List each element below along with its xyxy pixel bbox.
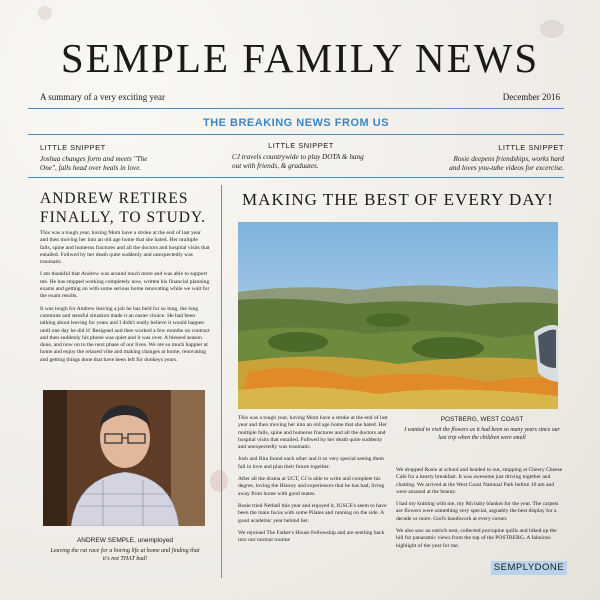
snippet [232, 141, 370, 171]
caption-title: ANDREW SEMPLE, unemployed [76, 537, 174, 544]
paragraph: Rosie tried Netball this year and enjoyed it, IGSCE's seem to have been the main focus with some Pilates and running on the side. A good academic year behind her. [238, 502, 387, 524]
snippet-heading: LITTLE SNIPPET [498, 143, 564, 152]
paragraph: Josh and Rita found each other and it so very special seeing them fall in love and plan their future together. [238, 456, 385, 470]
top-rule [28, 108, 564, 109]
column-divider [221, 185, 222, 578]
paragraph: After all the drama at UCT, CJ is able to write and complete his degree, loving the History and experiences that he has had, living away from home with good mates. [238, 476, 385, 497]
right-article-col1 [238, 415, 390, 549]
paragraph: We also saw an ostrich nest, collected porcupine quills and hiked up the hill for panaramic views from the top of the POSTBERG. A fabulous highlight of the year for me. [396, 528, 557, 549]
masthead-tagline: A summary of a very exciting year [40, 92, 165, 102]
photo-caption [50, 537, 200, 563]
landscape-photo [238, 222, 558, 409]
snippet-rule [28, 177, 564, 178]
right-article-col2 [396, 467, 564, 555]
snippet [40, 143, 158, 173]
caption-text: Leaving the rat race for a boring life at home and finding that it's not THAT bad! [50, 548, 200, 562]
snippet-text: Rosie deepens friendships, works hard and loves you-tube videos for excercise. [449, 155, 564, 172]
paragraph: It was tough for Andrew leaving a job he has held for so long, the long commute and stessful situation made it an easier choice. He had been talking about leaving for years and I didn't really believe it would happen until one day he did it! Resigned and then worked a few months on contract and then suddenly his phone was quiet and it was over. A blessed season done, and now on to the next phase of our lives. We are so much happier at home and enjoy the relaxed vibe and making changes at home, renovating and getting things done that have been left for donkeys years. [40, 305, 210, 363]
paragraph: I had my knitting with me, my 8th baby blanket for the year. The carpets are flowers were something very special, arguably the best display for a decade or more. God's handiwork at every corner. [396, 501, 559, 522]
breaking-news-label: THE BREAKING NEWS FROM US [202, 117, 390, 129]
paragraph: We rejoined The Father's House Fellowship and are seetling back into our normal routine [238, 529, 385, 544]
paint-splatter [210, 470, 228, 492]
left-headline: ANDREW RETIRES FINALLY, TO STUDY. [40, 190, 207, 226]
andrew-photo [43, 390, 205, 526]
location-title: POSTBERG, WEST COAST [440, 416, 524, 423]
semplydone-badge: SEMPLYDONE [491, 561, 567, 575]
snippet-text: Joshua changes form and meets "The One", falls head over heals in love. [40, 155, 148, 172]
paint-splatter [38, 6, 52, 20]
snippet-heading: LITTLE SNIPPET [40, 143, 106, 152]
location-quote: I wanted to visit the flowers as it had been so many years since our last trip when the children were small [404, 427, 560, 441]
snippet-text: CJ travels countrywide to play DOTA & hang out with friends, & graduates. [232, 153, 364, 170]
paragraph: This was a tough year, having Mom have a stroke at the end of last year and then moving her into an old age home that she hated. Her multiple falls, spine and humerus fractures and all the doctors and hospital visits that entailed. Follwed by her death quite suddenly and unexpectedly was traumatic. [238, 415, 388, 451]
masthead-title: SEMPLE FAMILY NEWS [60, 35, 540, 81]
snippet-heading: LITTLE SNIPPET [268, 141, 334, 150]
breaking-rule [28, 134, 564, 135]
masthead-date: December 2016 [502, 92, 560, 102]
right-headline: MAKING THE BEST OF EVERY DAY! [242, 190, 554, 209]
left-article-body [40, 230, 210, 369]
location-block [404, 416, 560, 442]
paragraph: I am thankful that Andrew was around much more and was able to support me. He has stopped working completely now, written his financial planning exams and getting on with some serious home renovating while we wait for the exam results. [40, 271, 210, 300]
paragraph: We dropped Rosie at school and headed to out, stopping at Cheery Cheese Cafe for a hearty breakfast. It was awesome just driving together and chatting. We arrived at the West Coast National Park before 10 am and were amazed at the beauty. [396, 467, 563, 495]
paragraph: This was a tough year, having Mom have a stroke at the end of last year and then moving her into an old age home that she hated. Her multiple falls, spine and humerus fractures and all the doctors and hospital visits that entailed. Follwed by her death quite suddenly and unexpectedly was traumatic. [40, 230, 210, 266]
snippet [448, 143, 564, 173]
